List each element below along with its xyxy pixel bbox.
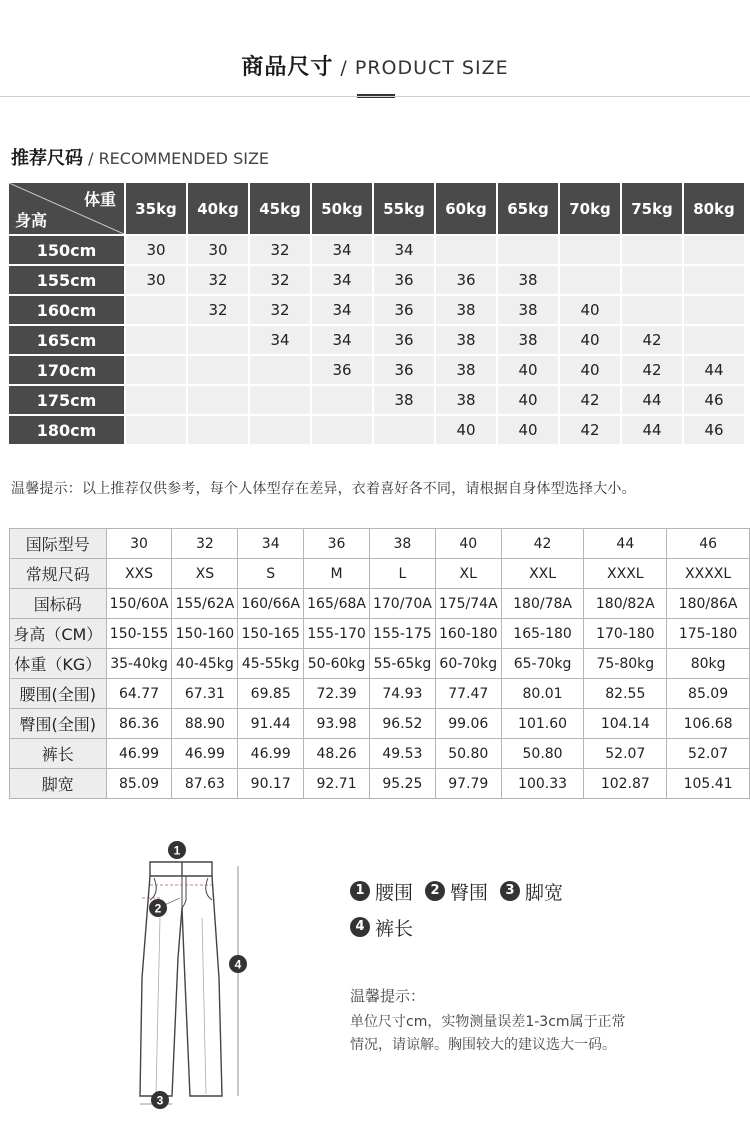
size-cell: 87.63	[172, 769, 238, 799]
recommend-cell: 36	[374, 326, 436, 356]
recommend-cell: 32	[250, 296, 312, 326]
size-cell: 44	[584, 529, 667, 559]
recommended-size-table	[9, 183, 746, 446]
legend-label: 臀围	[450, 881, 489, 904]
size-cell: 67.31	[172, 679, 238, 709]
legend-row	[350, 873, 575, 909]
size-cell: 150-155	[106, 619, 172, 649]
size-cell: 32	[172, 529, 238, 559]
size-cell: 97.79	[435, 769, 501, 799]
recommend-cell	[498, 236, 560, 266]
size-cell: 82.55	[584, 679, 667, 709]
weight-header-row	[9, 183, 746, 236]
recommend-cell	[126, 386, 188, 416]
size-row	[10, 589, 750, 619]
recommend-cell	[374, 416, 436, 446]
size-cell: 60-70kg	[435, 649, 501, 679]
pants-outline-icon	[140, 862, 222, 1096]
size-cell: 105.41	[667, 769, 750, 799]
recommend-cell: 36	[374, 266, 436, 296]
size-row	[10, 649, 750, 679]
size-row	[10, 739, 750, 769]
recommend-cell: 36	[312, 356, 374, 386]
size-cell: 85.09	[106, 769, 172, 799]
recommend-cell: 40	[436, 416, 498, 446]
recommend-row	[9, 236, 746, 266]
recommend-cell: 46	[684, 416, 746, 446]
legend-label: 脚宽	[525, 881, 564, 904]
weight-header: 50kg	[312, 183, 374, 236]
legend-number: 3	[500, 881, 520, 901]
size-cell: 155-170	[304, 619, 370, 649]
size-row	[10, 619, 750, 649]
legend-item-hem	[500, 878, 563, 905]
weight-header: 80kg	[684, 183, 746, 236]
section-title-zh: 推荐尺码	[11, 148, 83, 169]
size-cell: 91.44	[238, 709, 304, 739]
size-cell: XXS	[106, 559, 172, 589]
recommend-cell: 38	[498, 326, 560, 356]
recommend-cell: 32	[188, 296, 250, 326]
size-cell: 150/60A	[106, 589, 172, 619]
recommend-cell: 34	[312, 326, 374, 356]
recommend-row	[9, 356, 746, 386]
marker-1-icon	[168, 841, 186, 859]
recommend-cell	[126, 296, 188, 326]
size-cell: 86.36	[106, 709, 172, 739]
height-header: 180cm	[9, 416, 126, 446]
note-line: 单位尺寸cm，实物测量误差1-3cm属于正常	[350, 1014, 626, 1030]
size-cell: 52.07	[584, 739, 667, 769]
recommend-cell	[684, 266, 746, 296]
note-title: 温馨提示：	[350, 987, 426, 1005]
recommend-cell: 38	[436, 296, 498, 326]
size-cell: XXXL	[584, 559, 667, 589]
weight-header: 60kg	[436, 183, 498, 236]
size-cell: 80.01	[501, 679, 584, 709]
size-cell: 95.25	[369, 769, 435, 799]
legend-label: 裤长	[375, 917, 414, 940]
recommend-cell	[250, 356, 312, 386]
size-cell: 165-180	[501, 619, 584, 649]
size-cell: 150-165	[238, 619, 304, 649]
size-row-label: 常规尺码	[10, 559, 107, 589]
recommend-cell: 42	[560, 386, 622, 416]
size-cell: 50.80	[435, 739, 501, 769]
weight-header: 40kg	[188, 183, 250, 236]
recommend-cell: 38	[436, 386, 498, 416]
recommend-cell: 34	[374, 236, 436, 266]
size-row-label: 臀围(全围)	[10, 709, 107, 739]
recommend-cell	[126, 416, 188, 446]
size-cell: 72.39	[304, 679, 370, 709]
recommend-cell: 32	[250, 236, 312, 266]
weight-header: 55kg	[374, 183, 436, 236]
recommend-cell: 40	[498, 416, 560, 446]
size-cell: 170-180	[584, 619, 667, 649]
height-header: 160cm	[9, 296, 126, 326]
recommend-cell	[622, 266, 684, 296]
marker-label: 1	[173, 843, 181, 858]
measurement-legend	[350, 873, 575, 945]
size-cell: 85.09	[667, 679, 750, 709]
size-cell: 30	[106, 529, 172, 559]
recommend-cell: 42	[560, 416, 622, 446]
legend-number: 2	[425, 881, 445, 901]
recommend-cell	[250, 416, 312, 446]
recommend-cell	[622, 236, 684, 266]
size-cell: 45-55kg	[238, 649, 304, 679]
size-cell: 180/78A	[501, 589, 584, 619]
size-cell: 74.93	[369, 679, 435, 709]
marker-label: 4	[234, 957, 242, 972]
legend-label: 腰围	[375, 881, 414, 904]
size-row	[10, 679, 750, 709]
recommend-cell: 38	[436, 326, 498, 356]
size-cell: 106.68	[667, 709, 750, 739]
size-cell: 92.71	[304, 769, 370, 799]
recommended-table-body	[9, 236, 746, 446]
corner-label-weight: 体重	[83, 190, 116, 209]
size-spec-table	[9, 528, 750, 799]
recommend-cell: 32	[250, 266, 312, 296]
recommend-cell	[312, 416, 374, 446]
size-cell: 38	[369, 529, 435, 559]
recommend-row	[9, 386, 746, 416]
recommend-cell	[188, 356, 250, 386]
size-row-label: 国际型号	[10, 529, 107, 559]
size-cell: 40	[435, 529, 501, 559]
size-cell: 75-80kg	[584, 649, 667, 679]
recommend-cell	[188, 416, 250, 446]
size-cell: 150-160	[172, 619, 238, 649]
recommend-cell: 38	[374, 386, 436, 416]
size-row	[10, 529, 750, 559]
legend-item-hip	[425, 878, 488, 905]
size-cell: 96.52	[369, 709, 435, 739]
recommend-cell: 40	[498, 386, 560, 416]
size-cell: 100.33	[501, 769, 584, 799]
legend-item-length	[350, 914, 413, 941]
size-row-label: 脚宽	[10, 769, 107, 799]
weight-header: 35kg	[126, 183, 188, 236]
weight-header: 70kg	[560, 183, 622, 236]
height-header: 165cm	[9, 326, 126, 356]
size-cell: 101.60	[501, 709, 584, 739]
size-row-label: 体重（KG）	[10, 649, 107, 679]
size-cell: 104.14	[584, 709, 667, 739]
recommend-cell: 40	[560, 356, 622, 386]
size-row	[10, 559, 750, 589]
size-cell: 175-180	[667, 619, 750, 649]
size-cell: 46	[667, 529, 750, 559]
size-cell: 49.53	[369, 739, 435, 769]
pants-diagram	[120, 838, 260, 1113]
size-cell: 64.77	[106, 679, 172, 709]
recommend-cell: 38	[498, 266, 560, 296]
height-header: 170cm	[9, 356, 126, 386]
size-cell: 90.17	[238, 769, 304, 799]
size-cell: 46.99	[238, 739, 304, 769]
size-cell: 155/62A	[172, 589, 238, 619]
recommend-cell: 36	[374, 356, 436, 386]
recommend-tip: 温馨提示：以上推荐仅供参考，每个人体型存在差异，衣着喜好各不同，请根据自身体型选择大小。	[11, 481, 636, 497]
marker-4-icon	[229, 955, 247, 973]
size-cell: 40-45kg	[172, 649, 238, 679]
size-row	[10, 709, 750, 739]
recommend-cell	[684, 236, 746, 266]
note-body	[350, 1011, 680, 1057]
recommend-cell	[684, 296, 746, 326]
size-cell: 50.80	[501, 739, 584, 769]
recommend-cell	[560, 266, 622, 296]
size-row-label: 身高（CM）	[10, 619, 107, 649]
size-cell: 180/82A	[584, 589, 667, 619]
recommend-cell: 34	[312, 296, 374, 326]
recommend-cell	[126, 356, 188, 386]
marker-2-icon	[149, 899, 167, 917]
marker-label: 2	[154, 901, 162, 916]
weight-header: 65kg	[498, 183, 560, 236]
recommend-cell	[126, 326, 188, 356]
recommend-cell: 46	[684, 386, 746, 416]
size-cell: 155-175	[369, 619, 435, 649]
page-title-en: / PRODUCT SIZE	[333, 57, 509, 79]
size-cell: XL	[435, 559, 501, 589]
size-cell: XS	[172, 559, 238, 589]
size-cell: M	[304, 559, 370, 589]
page-title	[0, 50, 750, 81]
recommend-cell	[188, 326, 250, 356]
recommend-cell: 32	[188, 266, 250, 296]
size-cell: 35-40kg	[106, 649, 172, 679]
height-header: 155cm	[9, 266, 126, 296]
recommend-cell: 40	[560, 296, 622, 326]
size-cell: 77.47	[435, 679, 501, 709]
size-row-label: 腰围(全围)	[10, 679, 107, 709]
size-cell: 46.99	[106, 739, 172, 769]
section-title-recommended	[11, 144, 269, 170]
legend-number: 4	[350, 917, 370, 937]
size-cell: 102.87	[584, 769, 667, 799]
size-cell: 93.98	[304, 709, 370, 739]
size-cell: XXXXL	[667, 559, 750, 589]
size-cell: 48.26	[304, 739, 370, 769]
recommend-cell: 42	[622, 356, 684, 386]
recommend-cell: 36	[374, 296, 436, 326]
weight-header: 75kg	[622, 183, 684, 236]
size-cell: 55-65kg	[369, 649, 435, 679]
recommend-cell	[436, 236, 498, 266]
legend-number: 1	[350, 881, 370, 901]
size-cell: 34	[238, 529, 304, 559]
recommend-cell: 34	[250, 326, 312, 356]
recommend-cell: 34	[312, 266, 374, 296]
size-cell: XXL	[501, 559, 584, 589]
size-cell: 46.99	[172, 739, 238, 769]
recommend-cell	[188, 386, 250, 416]
header-divider	[0, 96, 750, 97]
page-title-zh: 商品尺寸	[241, 55, 334, 80]
recommend-cell	[622, 296, 684, 326]
size-row-label: 裤长	[10, 739, 107, 769]
recommend-cell	[684, 326, 746, 356]
size-cell: 80kg	[667, 649, 750, 679]
size-cell: 170/70A	[369, 589, 435, 619]
size-cell: S	[238, 559, 304, 589]
recommend-cell: 40	[560, 326, 622, 356]
recommend-row	[9, 296, 746, 326]
recommend-cell: 30	[126, 236, 188, 266]
recommend-row	[9, 416, 746, 446]
height-header: 175cm	[9, 386, 126, 416]
size-cell: 52.07	[667, 739, 750, 769]
size-cell: L	[369, 559, 435, 589]
recommend-cell: 34	[312, 236, 374, 266]
marker-3-icon	[151, 1091, 169, 1109]
recommend-row	[9, 266, 746, 296]
height-header: 150cm	[9, 236, 126, 266]
size-cell: 165/68A	[304, 589, 370, 619]
size-cell: 69.85	[238, 679, 304, 709]
recommend-cell	[560, 236, 622, 266]
recommend-cell: 36	[436, 266, 498, 296]
size-cell: 65-70kg	[501, 649, 584, 679]
recommend-row	[9, 326, 746, 356]
recommend-cell: 38	[498, 296, 560, 326]
recommend-cell: 30	[126, 266, 188, 296]
size-cell: 36	[304, 529, 370, 559]
table-corner-cell	[9, 183, 126, 236]
size-cell: 88.90	[172, 709, 238, 739]
weight-header: 45kg	[250, 183, 312, 236]
size-table-body	[10, 529, 750, 799]
size-cell: 42	[501, 529, 584, 559]
recommend-cell: 42	[622, 326, 684, 356]
recommend-cell: 44	[622, 386, 684, 416]
corner-label-height: 身高	[15, 211, 48, 230]
marker-label: 3	[156, 1093, 164, 1108]
recommend-cell: 44	[684, 356, 746, 386]
size-cell: 175/74A	[435, 589, 501, 619]
size-row	[10, 769, 750, 799]
section-title-en: / RECOMMENDED SIZE	[83, 149, 270, 168]
recommend-cell	[312, 386, 374, 416]
recommend-cell	[250, 386, 312, 416]
recommend-cell: 38	[436, 356, 498, 386]
note-line: 情况，请谅解。胸围较大的建议选大一码。	[350, 1037, 616, 1053]
size-cell: 180/86A	[667, 589, 750, 619]
legend-item-waist	[350, 878, 413, 905]
size-cell: 50-60kg	[304, 649, 370, 679]
size-cell: 99.06	[435, 709, 501, 739]
size-cell: 160/66A	[238, 589, 304, 619]
recommend-cell: 40	[498, 356, 560, 386]
size-cell: 160-180	[435, 619, 501, 649]
recommend-cell: 44	[622, 416, 684, 446]
legend-row	[350, 909, 575, 945]
size-row-label: 国标码	[10, 589, 107, 619]
recommend-cell: 30	[188, 236, 250, 266]
